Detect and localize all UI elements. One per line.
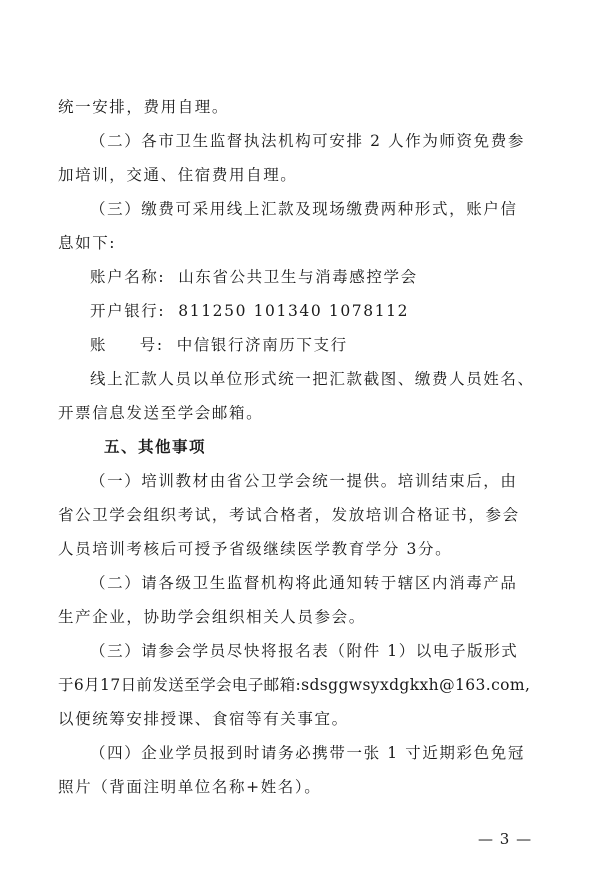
text-line-10: 开票信息发送至学会邮箱。 xyxy=(58,404,264,422)
text-line-16: 生产企业，协助学会组织相关人员参会。 xyxy=(58,608,366,626)
page-number: — 3 — xyxy=(478,830,533,848)
email-line: 于6月17日前发送至学会电子邮箱:sdsggwsyxdgkxh@163.com, xyxy=(58,676,531,694)
text-line-9: 线上汇款人员以单位形式统一把汇款截图、缴费人员姓名、 xyxy=(90,370,535,388)
text-line-13: 省公卫学会组织考试，考试合格者，发放培训合格证书，参会 xyxy=(58,506,520,524)
text-line-20: （四）企业学员报到时请务必携带一张 1 寸近期彩色免冠 xyxy=(90,744,525,762)
text-line-17: （三）请参会学员尽快将报名表（附件 1）以电子版形式 xyxy=(90,642,519,660)
account-number-line: 账 号: 中信银行济南历下支行 xyxy=(90,336,348,354)
account-name-line: 账户名称: 山东省公共卫生与消毒感控学会 xyxy=(90,268,418,286)
text-line-15: （二）请各级卫生监督机构将此通知转于辖区内消毒产品 xyxy=(90,574,518,592)
text-line-12: （一）培训教材由省公卫学会统一提供。培训结束后，由 xyxy=(90,472,518,490)
bank-line: 开户银行: 811250 101340 1078112 xyxy=(90,302,410,320)
text-line-2: （二）各市卫生监督执法机构可安排 2 人作为师资免费参 xyxy=(90,132,525,150)
text-line-21: 照片（背面注明单位名称+姓名）。 xyxy=(58,778,322,796)
text-line-1: 统一安排，费用自理。 xyxy=(58,98,230,116)
text-line-14: 人员培训考核后可授予省级继续医学教育学分 3分。 xyxy=(58,540,453,558)
text-line-4: （三）缴费可采用线上汇款及现场缴费两种形式，账户信 xyxy=(90,200,518,218)
text-line-3: 加培训，交通、住宿费用自理。 xyxy=(58,166,298,184)
section-heading: 五、其他事项 xyxy=(104,438,207,456)
text-line-5: 息如下: xyxy=(58,234,117,252)
text-line-19: 以便统筹安排授课、食宿等有关事宜。 xyxy=(58,710,349,728)
